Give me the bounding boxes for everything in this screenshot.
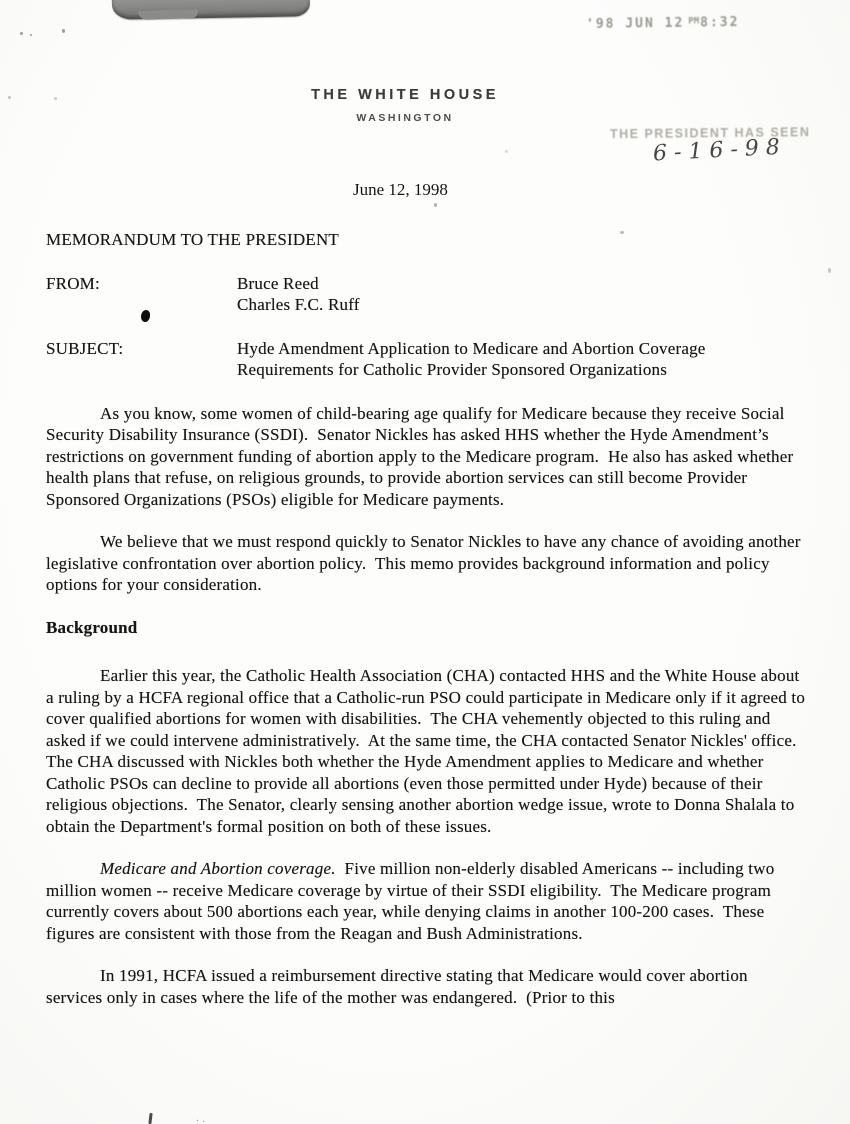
scan-speck [828, 268, 831, 273]
scan-speck [30, 34, 32, 36]
paragraph-medicare-lead: Medicare and Abortion coverage. [100, 859, 336, 878]
subject-row [46, 338, 806, 381]
paragraph-medicare [46, 858, 806, 944]
paragraph-background: Earlier this year, the Catholic Health Association (CHA) contacted HHS and the White House about a ruling by a HCFA regional office that a Catholic-run PSO could participate in Medicare only if it agreed to cover qualified abortions for women with disabilities. The CHA vehemently objected to this ruling and asked if we could intervene administratively. At the same time, the CHA contacted Senator Nickles' office. The CHA discussed with Nickles both whether the Hyde Amendment applies to Medicare and whether Catholic PSOs can decline to provide all abortions (even those permitted under Hyde) because of their religious objections. The Senator, clearly sensing another abortion wedge issue, wrote to Donna Shalala to obtain the Department's formal position on both of these issues. [46, 666, 810, 836]
from-name: Charles F.C. Ruff [237, 295, 360, 314]
handwritten-date: 6-16-98 [652, 134, 788, 167]
paragraph-1991: In 1991, HCFA issued a reimbursement directive stating that Medicare would cover abortion services only in cases where the life of the mother was endangered. (Prior to this [46, 966, 753, 1007]
letterhead-subtitle: WASHINGTON [356, 112, 454, 124]
from-row [46, 273, 806, 316]
from-name: Bruce Reed [237, 273, 319, 293]
paragraph-intro-1: As you know, some women of child-bearing age qualify for Medicare because they receive Social Security Disability Insurance (SSDI). Senator Nickles has asked HHS whether the Hyde Amendment’s restrictions on government funding of abortion apply to the Medicare program. He also has asked whether health plans that refuse, on religious grounds, to provide abortion services can still become Provider Sponsored Organizations (PSOs) eligible for Medicare payments. [46, 403, 798, 509]
paragraph-intro-2: We believe that we must respond quickly to Senator Nickles to have any chance of avoiding another legislative confrontation over abortion policy. This memo provides background information and policy options for your consideration. [46, 532, 806, 594]
memo-date: June 12, 1998 [353, 180, 448, 199]
president-has-seen-stamp: THE PRESIDENT HAS SEEN [609, 125, 811, 142]
memo-body [46, 229, 810, 1029]
memo-heading: MEMORANDUM TO THE PRESIDENT [46, 230, 340, 249]
section-heading-background: Background [46, 617, 138, 637]
received-stamp-date: '98 JUN 12 [585, 15, 685, 33]
subject-label: SUBJECT: [46, 338, 124, 358]
paragraph-medicare-rest: Five million non-elderly disabled Americans -- including two million women -- receive Medicare coverage by virtue of their SSDI eligibility. The Medicare program currently covers about 500 abortions each year, while denying claims in another 100-200 cases. These figures are consistent with those from the Reagan and Bush Administrations. [46, 859, 779, 943]
scan-bottom-mark [196, 1116, 210, 1121]
letterhead [0, 87, 810, 124]
scan-speck [505, 150, 508, 153]
letterhead-title: THE WHITE HOUSE [311, 87, 499, 103]
scan-bottom-mark [148, 1113, 152, 1124]
from-label: FROM: [46, 273, 100, 293]
received-stamp-meridiem: PM [688, 16, 700, 27]
from-names [237, 273, 360, 316]
received-stamp-time: 8:32 [700, 14, 740, 31]
scan-speck [62, 29, 65, 33]
subject-text [237, 338, 706, 381]
scan-speck [20, 32, 23, 35]
received-timestamp-stamp [586, 15, 740, 32]
subject-line: Hyde Amendment Application to Medicare and Abortion Coverage [237, 338, 706, 358]
subject-line: Requirements for Catholic Provider Sponsored Organizations [237, 360, 668, 379]
scan-speck [434, 203, 437, 207]
